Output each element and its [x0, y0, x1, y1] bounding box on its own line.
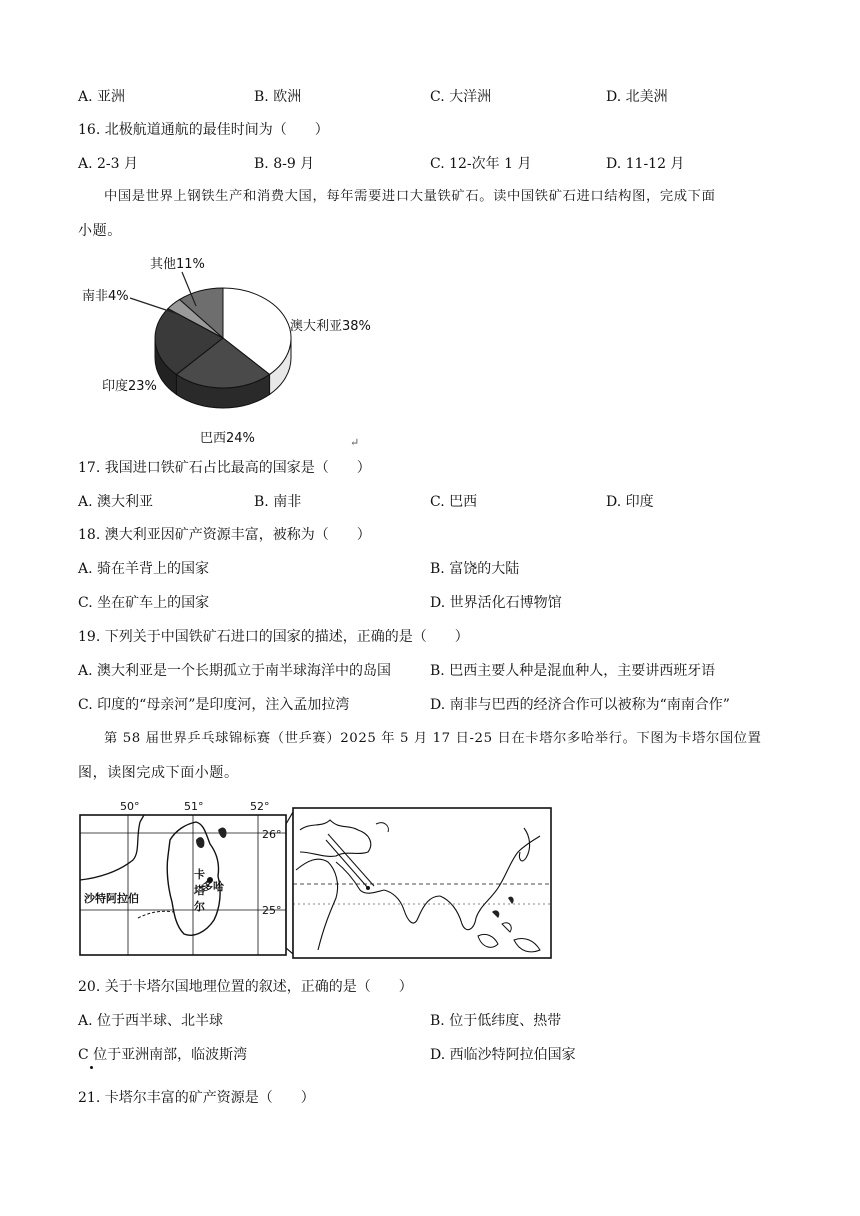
- pie-group: [155, 288, 291, 408]
- q17-option-b: B. 南非: [254, 494, 302, 510]
- q15-option-b: B. 欧洲: [254, 89, 302, 105]
- label-south-africa: 南非4%: [82, 289, 129, 304]
- intro1-line2: 小题。: [78, 223, 122, 239]
- asia-overview-panel: [293, 808, 551, 958]
- q18-stem: 18. 澳大利亚因矿产资源丰富，被称为（ ）: [78, 527, 371, 543]
- lat-label-26: 26°: [262, 828, 282, 841]
- svg-text:尔: 尔: [194, 900, 205, 913]
- q16-option-c: C. 12-次年 1 月: [430, 156, 532, 172]
- q20-option-c: C 位于亚洲南部，临波斯湾: [78, 1047, 248, 1063]
- label-india: 印度23%: [102, 379, 157, 394]
- q19-option-a: A. 澳大利亚是一个长期孤立于南半球海洋中的岛国: [78, 663, 392, 679]
- q15-option-c: C. 大洋洲: [430, 89, 492, 105]
- q17-stem: 17. 我国进口铁矿石占比最高的国家是（ ）: [78, 460, 371, 476]
- lon-label-51: 51°: [184, 800, 204, 813]
- q18-option-d: D. 世界活化石博物馆: [430, 595, 562, 611]
- intro1-line1: 中国是世界上钢铁生产和消费大国，每年需要进口大量铁矿石。读中国铁矿石进口结构图，完成下面: [104, 189, 716, 204]
- q16-option-b: B. 8-9 月: [254, 156, 315, 172]
- iron-ore-pie-chart: [78, 248, 398, 448]
- q16-stem: 16. 北极航道通航的最佳时间为（ ）: [78, 122, 329, 138]
- q20-stem: 20. 关于卡塔尔国地理位置的叙述，正确的是（ ）: [78, 979, 413, 995]
- q17-option-a: A. 澳大利亚: [78, 494, 154, 510]
- q20-option-b: B. 位于低纬度、热带: [430, 1013, 562, 1029]
- q19-stem: 19. 下列关于中国铁矿石进口的国家的描述，正确的是（ ）: [78, 629, 469, 645]
- q19-option-d: D. 南非与巴西的经济合作可以被称为“南南合作”: [430, 697, 730, 713]
- lat-label-25: 25°: [262, 904, 282, 917]
- q19-option-c: C. 印度的“母亲河”是印度河，注入孟加拉湾: [78, 697, 350, 713]
- intro2-line1: 第 58 届世界乒乓球锦标赛（世乒赛）2025 年 5 月 17 日-25 日在卡塔尔多哈举行。下图为卡塔尔国位置: [104, 731, 762, 746]
- lon-label-52: 52°: [250, 800, 270, 813]
- q20-option-d: D. 西临沙特阿拉伯国家: [430, 1047, 576, 1063]
- q20-option-a: A. 位于西半球、北半球: [78, 1013, 224, 1029]
- q18-option-a: A. 骑在羊背上的国家: [78, 561, 210, 577]
- svg-text:卡: 卡: [194, 868, 205, 881]
- q16-option-a: A. 2-3 月: [78, 156, 139, 172]
- q18-option-b: B. 富饶的大陆: [430, 561, 520, 577]
- q17-option-d: D. 印度: [606, 494, 654, 510]
- q15-option-d: D. 北美洲: [606, 89, 668, 105]
- q15-option-a: A. 亚洲: [78, 89, 126, 105]
- intro2-line2: 图，读图完成下面小题。: [78, 765, 239, 781]
- q16-option-d: D. 11-12 月: [606, 156, 685, 172]
- label-doha: 多哈: [202, 880, 224, 893]
- q17-option-c: C. 巴西: [430, 494, 478, 510]
- label-australia: 澳大利亚38%: [290, 319, 371, 334]
- label-brazil: 巴西24%: [200, 431, 255, 446]
- stray-dot: [90, 1066, 93, 1069]
- lon-label-50: 50°: [120, 800, 140, 813]
- label-other: 其他11%: [150, 257, 205, 272]
- qatar-detail-panel: [80, 815, 286, 955]
- q18-option-c: C. 坐在矿车上的国家: [78, 595, 210, 611]
- q19-option-b: B. 巴西主要人种是混血种人，主要讲西班牙语: [430, 663, 716, 679]
- return-mark: ↵: [350, 436, 360, 449]
- svg-text:塔: 塔: [194, 884, 205, 897]
- label-saudi-arabia: 沙特阿拉伯: [84, 892, 139, 905]
- q21-stem: 21. 卡塔尔丰富的矿产资源是（ ）: [78, 1090, 315, 1106]
- qatar-location-map: [78, 800, 558, 962]
